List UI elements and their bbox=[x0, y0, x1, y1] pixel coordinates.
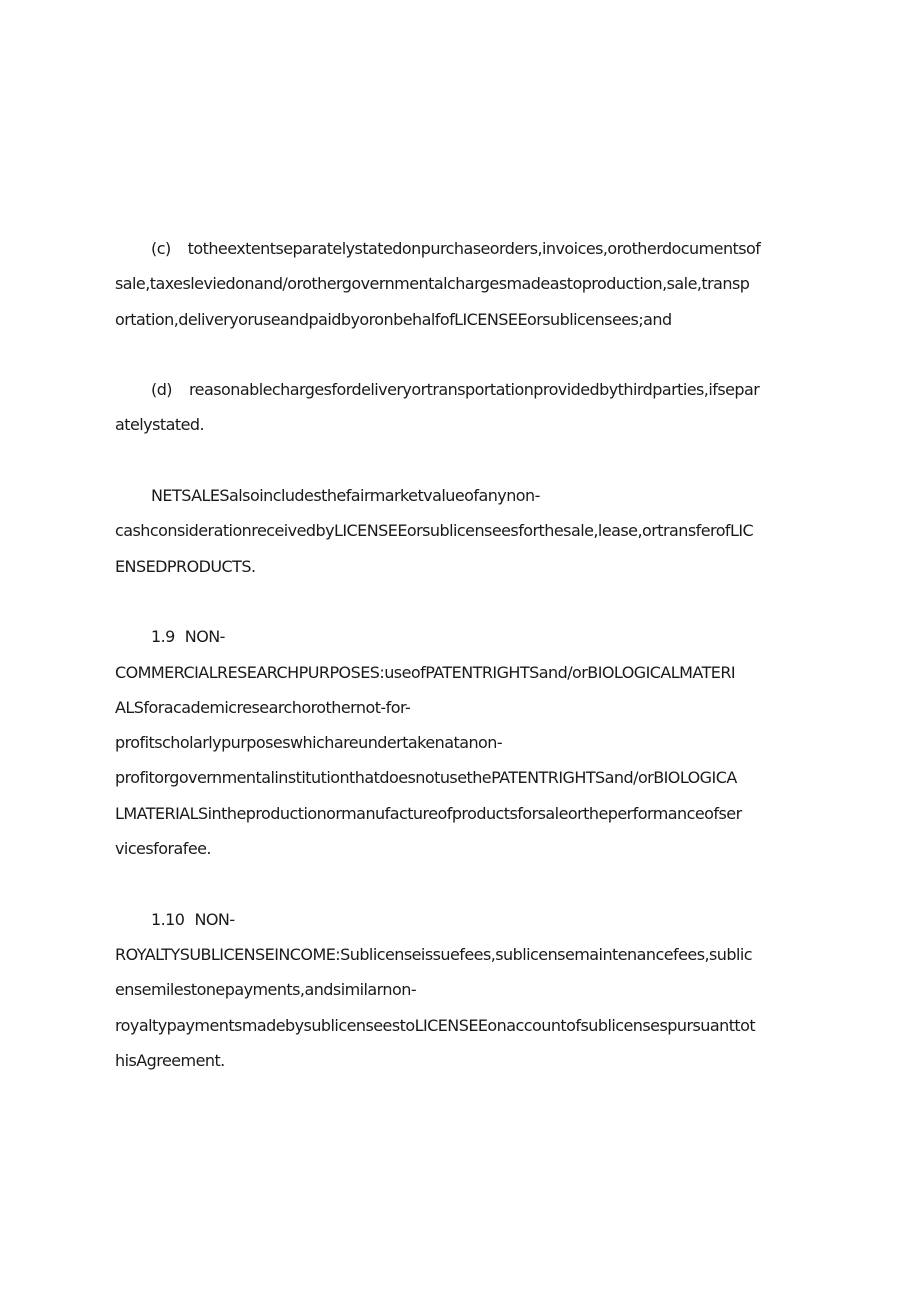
paragraph-line: ortation,deliveryoruseandpaidbyoronbehalfofLICENSEEorsublicensees;and bbox=[115, 309, 672, 329]
paragraph-d bbox=[115, 372, 805, 443]
paragraph-line: cashconsiderationreceivedbyLICENSEEorsublicenseesforthesale,lease,ortransferofLIC bbox=[115, 521, 754, 541]
paragraph-line: ensemilestonepayments,andsimilarnon- bbox=[115, 980, 417, 1000]
section-number: 1.9 bbox=[151, 627, 175, 647]
list-marker: (d) bbox=[151, 380, 172, 400]
paragraph-text: NON- bbox=[194, 909, 235, 929]
paragraph-line: profitscholarlypurposeswhichareundertakenatanon- bbox=[115, 733, 503, 753]
paragraph-line: ROYALTYSUBLICENSEINCOME:Sublicenseissuefees,sublicensemaintenancefees,sublic bbox=[115, 944, 753, 964]
section-number: 1.10 bbox=[151, 909, 185, 929]
paragraph-line bbox=[115, 619, 805, 654]
paragraph-net-sales bbox=[115, 478, 805, 584]
paragraph-spacer bbox=[115, 866, 805, 901]
paragraph-line: profitorgovernmentalinstitutionthatdoesnotusethePATENTRIGHTSand/orBIOLOGICA bbox=[115, 768, 737, 788]
paragraph-line: ALSforacademicresearchorothernot-for- bbox=[115, 697, 411, 717]
paragraph-c bbox=[115, 231, 805, 337]
paragraph-line bbox=[115, 902, 805, 937]
paragraph-line: royaltypaymentsmadebysublicenseestoLICENSEEonaccountofsublicensespursuanttot bbox=[115, 1015, 756, 1035]
paragraph-spacer bbox=[115, 337, 805, 372]
paragraph-line: hisAgreement. bbox=[115, 1050, 225, 1070]
paragraph-line: atelystated. bbox=[115, 415, 205, 435]
paragraph-line: LMATERIALSintheproductionormanufactureofproductsforsaleortheperformanceofser bbox=[115, 803, 742, 823]
paragraph-text: reasonablechargesfordeliveryortransportationprovidedbythirdparties,ifsepar bbox=[189, 380, 760, 400]
paragraph-line: NETSALESalsoincludesthefairmarketvalueofanynon- bbox=[151, 486, 540, 506]
paragraph-line: ENSEDPRODUCTS. bbox=[115, 556, 256, 576]
paragraph-text: totheextentseparatelystatedonpurchaseorders,invoices,orotherdocumentsof bbox=[187, 239, 761, 258]
paragraph-line bbox=[115, 231, 805, 266]
paragraph-spacer bbox=[115, 584, 805, 619]
paragraph-spacer bbox=[115, 443, 805, 478]
paragraph-line: vicesforafee. bbox=[115, 839, 211, 859]
list-marker: (c) bbox=[151, 239, 171, 258]
paragraph-line bbox=[115, 372, 805, 407]
document-body bbox=[115, 231, 805, 1078]
section-1-9 bbox=[115, 619, 805, 866]
paragraph-line: COMMERCIALRESEARCHPURPOSES:useofPATENTRIGHTSand/orBIOLOGICALMATERI bbox=[115, 662, 736, 682]
paragraph-text: NON- bbox=[184, 627, 225, 647]
section-1-10 bbox=[115, 902, 805, 1078]
paragraph-line: sale,taxesleviedonand/orothergovernmentalchargesmadeastoproduction,sale,transp bbox=[115, 274, 750, 294]
